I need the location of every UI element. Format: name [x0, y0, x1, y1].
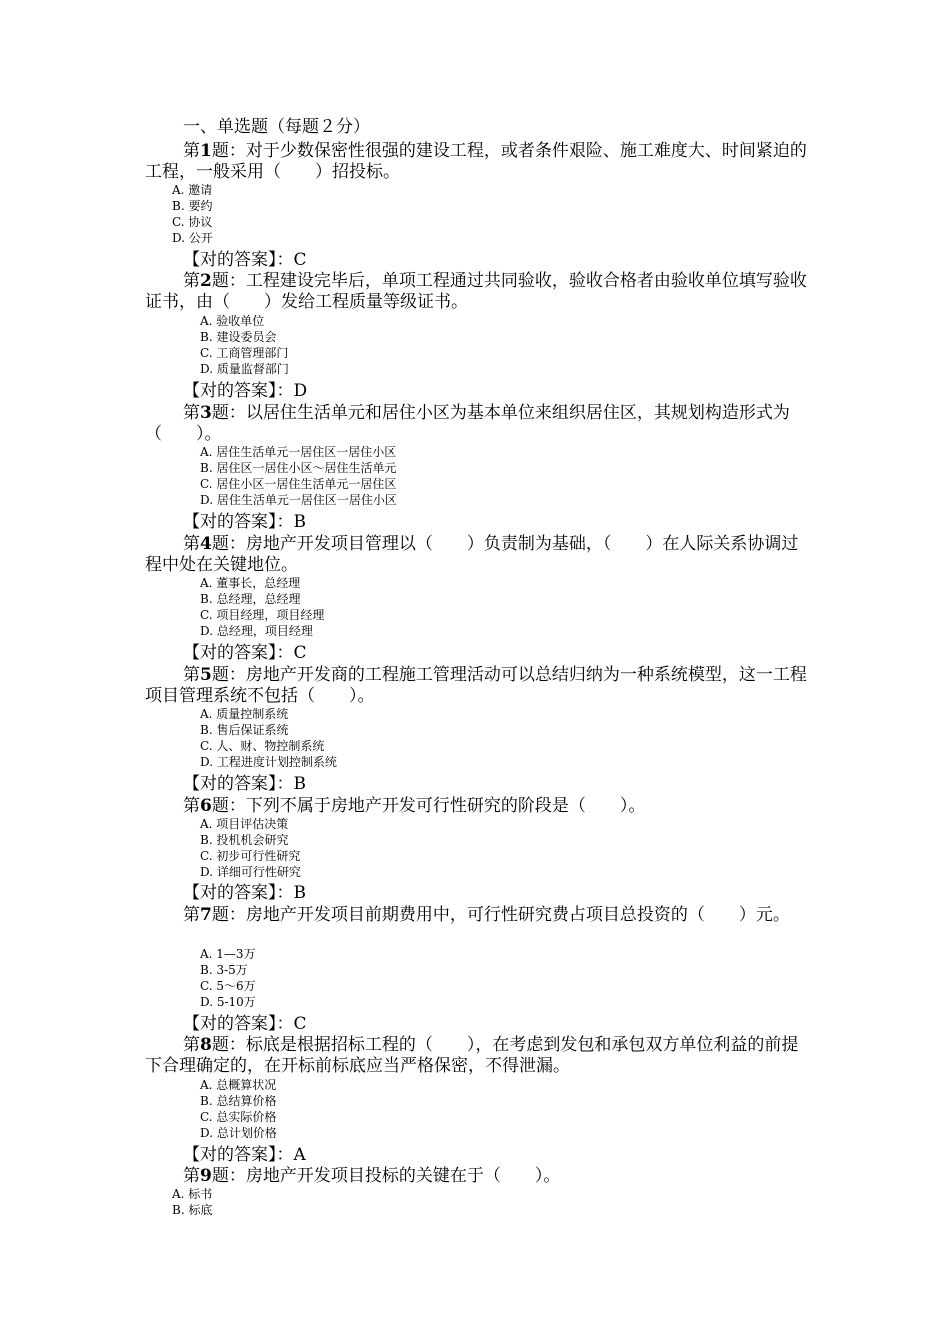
question-number: 9 [200, 1166, 212, 1186]
option-b: B. 售后保证系统 [200, 723, 289, 737]
question-prefix: 第 [183, 403, 200, 423]
option-a: A. 总概算状况 [200, 1078, 277, 1092]
answer-label: 【对的答案】： [183, 643, 294, 663]
option-b: B. 3-5万 [200, 963, 248, 977]
question-4 [145, 534, 810, 576]
answer-value: D [293, 381, 308, 401]
answer-value: B [293, 512, 306, 532]
question-sep: 题： [211, 534, 246, 554]
answer-value: B [293, 774, 306, 794]
option-b: B. 总结算价格 [200, 1094, 277, 1108]
question-1 [145, 141, 810, 183]
option-d: D. 居住生活单元一居住区一居住小区 [200, 493, 397, 507]
question-sep: 题： [211, 905, 246, 925]
question-number: 8 [200, 1035, 212, 1055]
section-title: 一、单选题（每题２分） [183, 117, 370, 137]
question-text: 工程建设完毕后，单项工程通过共同验收，验收合格者由验收单位填写验收证书，由（ ）发给工程质量等级证书。 [145, 271, 807, 312]
option-a: A. 邀请 [172, 183, 213, 197]
answer-line-4 [183, 643, 307, 663]
option-a: A. 标书 [172, 1187, 213, 1201]
question-sep: 题： [211, 403, 246, 423]
option-c: C. 初步可行性研究 [200, 849, 301, 863]
option-b: B. 建设委员会 [200, 330, 277, 344]
question-sep: 题： [211, 665, 246, 685]
option-c: C. 工商管理部门 [200, 346, 289, 360]
answer-value: C [293, 643, 307, 663]
answer-label: 【对的答案】： [183, 1014, 294, 1034]
answer-value: C [293, 250, 307, 270]
question-number: 7 [200, 905, 212, 925]
option-c: C. 人、财、物控制系统 [200, 739, 325, 753]
question-6 [145, 796, 810, 817]
option-d: D. 总经理，项目经理 [200, 624, 313, 638]
question-text: 房地产开发项目管理以（ ）负责制为基础，（ ）在人际关系协调过程中处在关键地位。 [145, 534, 799, 575]
question-7 [145, 905, 810, 926]
question-prefix: 第 [183, 1035, 200, 1055]
option-b: B. 总经理，总经理 [200, 592, 301, 606]
option-b: B. 居住区一居住小区～居住生活单元 [200, 461, 397, 475]
option-d: D. 总计划价格 [200, 1126, 277, 1140]
question-prefix: 第 [183, 271, 200, 291]
option-a: A. 董事长，总经理 [200, 576, 301, 590]
question-prefix: 第 [183, 796, 200, 816]
question-text: 房地产开发商的工程施工管理活动可以总结归纳为一种系统模型，这一工程项目管理系统不包括（ ）。 [145, 665, 807, 706]
option-d: D. 质量监督部门 [200, 362, 289, 376]
question-prefix: 第 [183, 534, 200, 554]
question-number: 4 [200, 534, 212, 554]
question-number: 2 [200, 271, 212, 291]
answer-line-2 [183, 381, 307, 401]
option-a: A. 1—3万 [200, 947, 256, 961]
option-c: C. 5～6万 [200, 979, 256, 993]
option-a: A. 居住生活单元一居住区一居住小区 [200, 445, 397, 459]
question-8 [145, 1035, 810, 1077]
question-number: 6 [200, 796, 212, 816]
answer-line-3 [183, 512, 306, 532]
option-a: A. 质量控制系统 [200, 707, 289, 721]
answer-label: 【对的答案】： [183, 1145, 294, 1165]
answer-label: 【对的答案】： [183, 883, 294, 903]
answer-line-5 [183, 774, 306, 794]
question-number: 1 [200, 141, 212, 161]
answer-label: 【对的答案】： [183, 250, 294, 270]
option-a: A. 验收单位 [200, 314, 265, 328]
answer-label: 【对的答案】： [183, 381, 294, 401]
question-number: 5 [200, 665, 212, 685]
answer-label: 【对的答案】： [183, 774, 294, 794]
option-b: B. 标底 [172, 1203, 213, 1217]
option-d: D. 公开 [172, 231, 213, 245]
answer-line-8 [183, 1145, 306, 1165]
answer-line-1 [183, 250, 307, 270]
question-5 [145, 665, 810, 707]
option-c: C. 协议 [172, 215, 213, 229]
question-text: 下列不属于房地产开发可行性研究的阶段是（ ）。 [245, 796, 646, 816]
question-sep: 题： [211, 796, 246, 816]
question-sep: 题： [211, 1035, 246, 1055]
option-d: D. 5-10万 [200, 995, 256, 1009]
option-c: C. 项目经理，项目经理 [200, 608, 325, 622]
option-a: A. 项目评估决策 [200, 817, 289, 831]
answer-line-6 [183, 883, 306, 903]
question-text: 房地产开发项目投标的关键在于（ ）。 [245, 1166, 561, 1186]
question-prefix: 第 [183, 1166, 200, 1186]
option-d: D. 工程进度计划控制系统 [200, 755, 337, 769]
question-sep: 题： [211, 141, 246, 161]
answer-label: 【对的答案】： [183, 512, 294, 532]
question-sep: 题： [211, 1166, 246, 1186]
option-d: D. 详细可行性研究 [200, 865, 301, 879]
question-9 [145, 1166, 810, 1187]
option-c: C. 居住小区一居住生活单元一居住区 [200, 477, 397, 491]
option-c: C. 总实际价格 [200, 1110, 277, 1124]
question-prefix: 第 [183, 665, 200, 685]
question-text: 以居住生活单元和居住小区为基本单位来组织居住区，其规划构造形式为（ ）。 [145, 403, 790, 444]
question-text: 房地产开发项目前期费用中，可行性研究费占项目总投资的（ ）元。 [245, 905, 790, 925]
question-text: 标底是根据招标工程的（ ），在考虑到发包和承包双方单位利益的前提下合理确定的，在开标前标底应当严格保密，不得泄漏。 [145, 1035, 799, 1076]
question-number: 3 [200, 403, 212, 423]
question-prefix: 第 [183, 141, 200, 161]
option-b: B. 要约 [172, 199, 213, 213]
question-3 [145, 403, 810, 445]
answer-line-7 [183, 1014, 307, 1034]
question-2 [145, 271, 810, 313]
answer-value: C [293, 1014, 307, 1034]
question-text: 对于少数保密性很强的建设工程，或者条件艰险、施工难度大、时间紧迫的工程，一般采用（ ）招投标。 [145, 141, 807, 182]
answer-value: A [293, 1145, 306, 1165]
question-prefix: 第 [183, 905, 200, 925]
answer-value: B [293, 883, 306, 903]
question-sep: 题： [211, 271, 246, 291]
option-b: B. 投机机会研究 [200, 833, 289, 847]
